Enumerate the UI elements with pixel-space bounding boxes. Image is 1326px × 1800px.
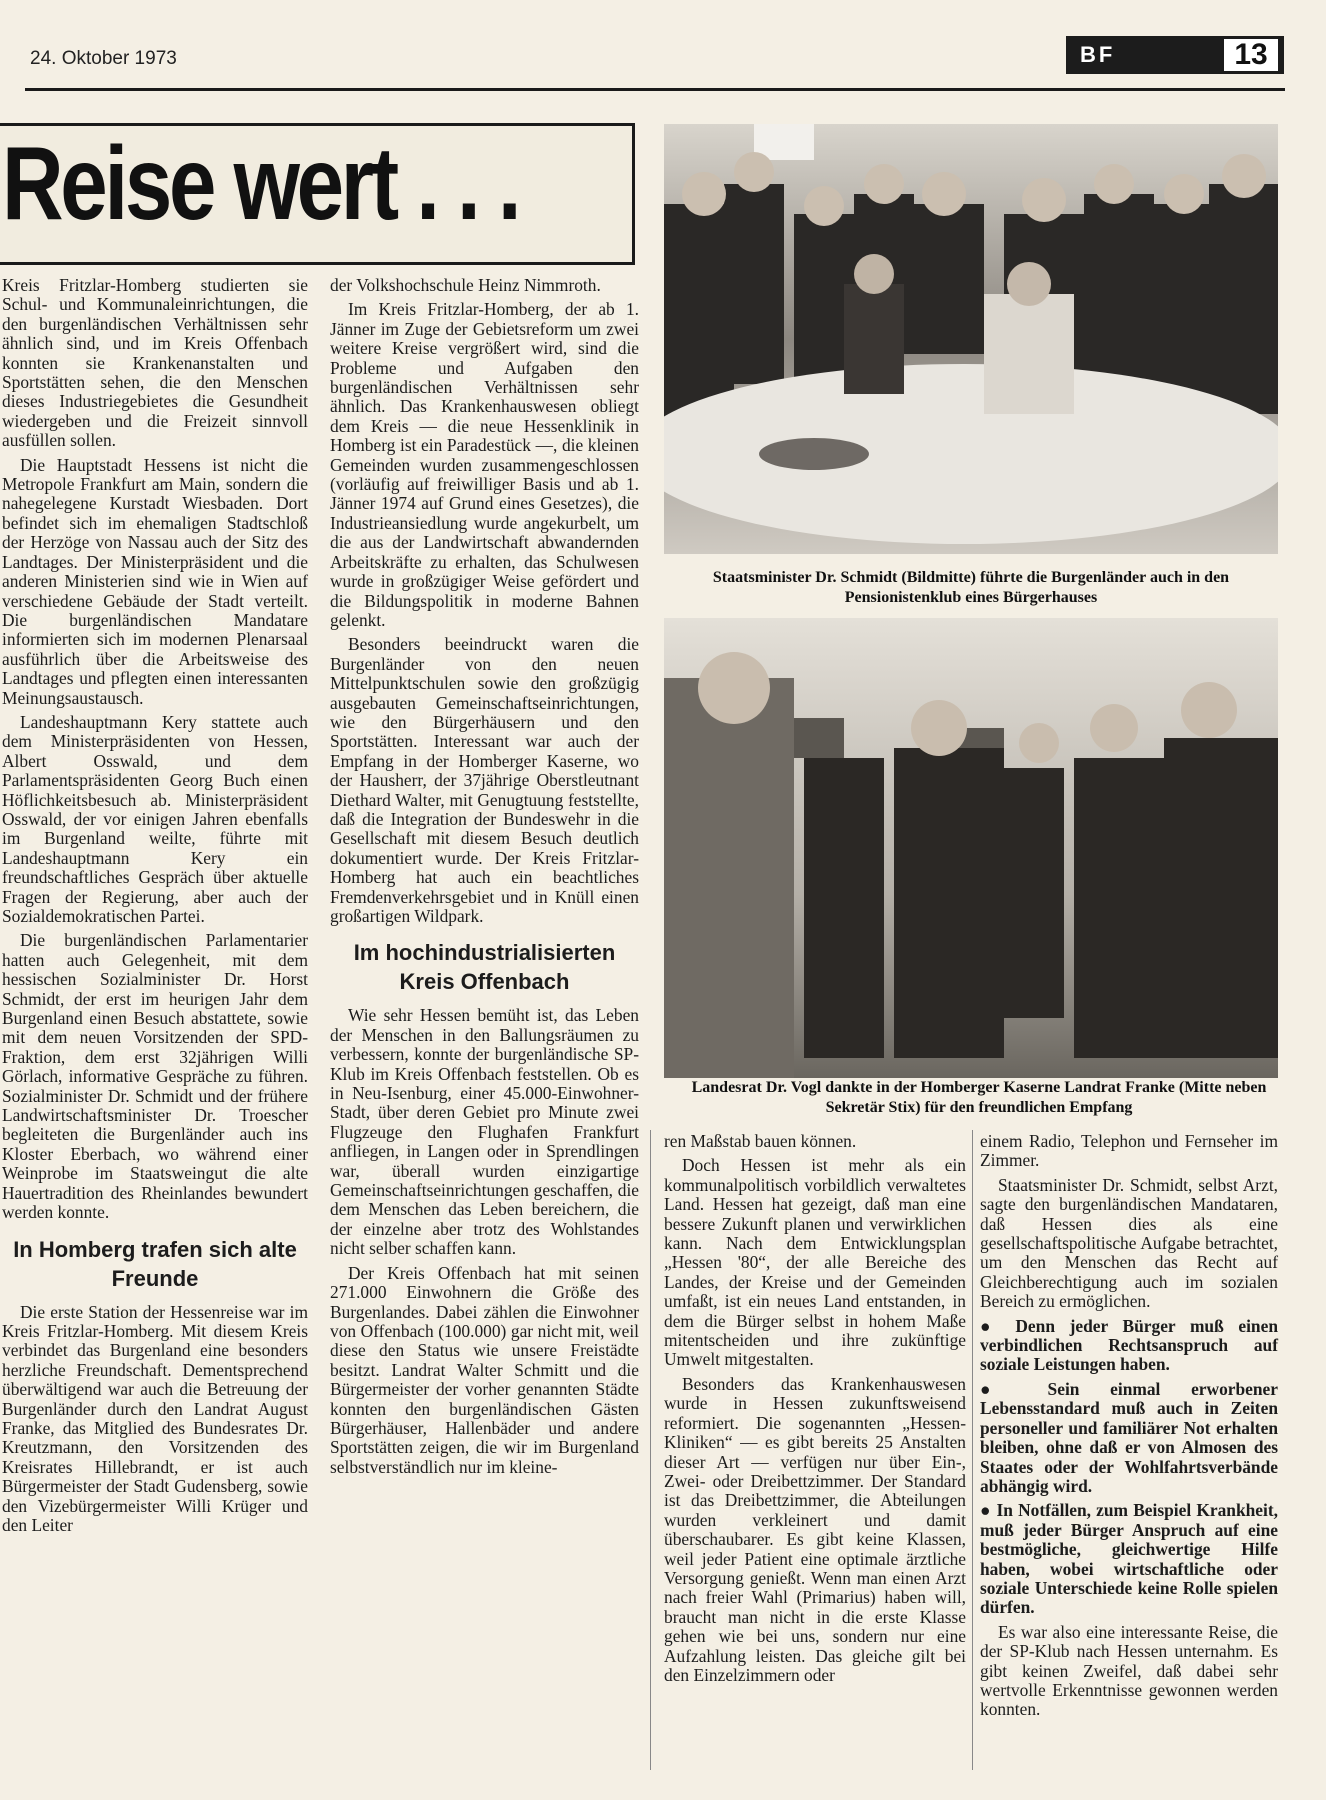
paragraph: Kreis Fritzlar-Homberg studierten sie Schul- und Kommunaleinrichtungen, die den burgenländischen Verhältnissen sehr ähnlich sind, und im Kreis Offenbach konnten sie Krankenanstalten und Sportstätten sehen, die den Menschen dieses Industriegebietes die Gesundheit wiedergeben und die Freizeit sinnvoll ausfüllen sollen.: [2, 275, 308, 451]
photo-pensionistenklub: [664, 124, 1278, 554]
paragraph: einem Radio, Telephon und Fernseher im Zimmer.: [980, 1131, 1278, 1171]
headline-box: [0, 123, 635, 265]
paragraph: Die burgenländischen Parlamentarier hatten auch Gelegenheit, mit dem hessischen Sozialminister Dr. Horst Schmidt, der erst im heurigen Jahr dem Burgenland einen Besuch abstattete, sowie mit dem neuen Vorsitzenden der SPD-Fraktion, dem erst 32jährigen Willi Görlach, informative Gespräche zu führen. Sozialminister Dr. Schmidt und der frühere Landwirtschaftsminister Dr. Troescher begleiteten die Burgenländer auch ins Kloster Eberbach, wo während einer Weinprobe im Staatsweingut die alte Hauertradition des Rheinlandes bewundert werden konnte.: [2, 930, 308, 1223]
column-divider: [972, 1130, 973, 1770]
column-divider: [650, 1130, 651, 1770]
paragraph: Die erste Station der Hessenreise war im Kreis Fritzlar-Homberg. Mit diesem Kreis verbindet das Burgenland eine besonders herzliche Freundschaft. Dementsprechend überwältigend war auch die Betreuung der Burgenländer durch den Landrat August Franke, das Mitglied des Bundesrates Dr. Kreutzmann, den Vorsitzenden des Kreisrates Hillebrandt, er ist auch Bürgermeister der Stadt Gudensberg, sowie den Vizebürgermeister Willi Krüger und den Leiter: [2, 1301, 308, 1535]
paragraph: Die Hauptstadt Hessens ist nicht die Metropole Frankfurt am Main, sondern die nahegelegene Kurstadt Wiesbaden. Dort befindet sich im ehemaligen Stadtschloß der Herzöge von Nassau auch der Sitz des Landtages. Der Ministerpräsident und die anderen Ministerien sind wie in Wien auf verschiedene Gebäude der Stadt verteilt. Die burgenländischen Mandatare informierten sich im modernen Plenarsaal ausführlich über die Arbeitsweise des Landtages und pflegten einen interessanten Meinungsaustausch.: [2, 454, 308, 708]
paragraph: Besonders beeindruckt waren die Burgenländer von den neuen Mittelpunktschulen sowie den großzügig ausgebauten Gemeinschaftseinrichtungen, wie den Bürgerhäusern und den Sportstätten. Interessant war auch der Empfang in der Homberger Kaserne, wo der Hausherr, der 37jährige Oberstleutnant Diethard Walter, mit Genugtuung feststellte, daß die Integration der Bundeswehr in die Gesellschaft mit diesem Besuch deutlich dokumentiert wurde. Der Kreis Fritzlar-Homberg hat auch ein beachtliches Fremdenverkehrsgebiet und in Knüll einen großartigen Wildpark.: [330, 634, 639, 926]
bullet-paragraph: ● Denn jeder Bürger muß einen verbindlichen Rechtsanspruch auf soziale Leistungen haben.: [980, 1315, 1278, 1375]
bullet-paragraph: ● In Notfällen, zum Beispiel Krankheit, muß jeder Bürger Anspruch auf eine bestmögliche, gleichwertige Hilfe haben, wobei wirtschaftliche oder soziale Unterschiede keine Rolle spielen dürfen.: [980, 1500, 1278, 1618]
article-column-3: [664, 1132, 966, 1690]
paragraph: Der Kreis Offenbach hat mit seinen 271.000 Einwohnern die Größe des Burgenlandes. Dabei zählen die Einwohner von Offenbach (100.000) gar nicht mit, weil diese den Status wie unsere Freistädte besitzt. Landrat Walter Schmitt und die Bürgermeister der vorher genannten Städte konnten den burgenländischen Gästen Bürgerhäuser, Hallenbäder und andere Sportstätten zeigen, die wir im Burgenland selbstverständlich nur im kleine-: [330, 1262, 639, 1477]
subheading-homberg: In Homberg trafen sich alte Freunde: [13, 1236, 297, 1291]
page-number: 13: [1221, 36, 1281, 74]
paragraph: ren Maßstab bauen können.: [664, 1131, 857, 1151]
bullet-paragraph: ● Sein einmal erworbener Lebensstandard muß auch in Zeiten personeller und familiärer Not erhalten bleiben, ohne daß er von Almosen des Staates oder der Wohlfahrtsverbände abhängig wird.: [980, 1378, 1278, 1496]
photo-caption-1: Staatsminister Dr. Schmidt (Bildmitte) führte die Burgenländer auch in den Pensionistenklub eines Bürgerhauses: [712, 569, 1230, 606]
paragraph: Es war also eine interessante Reise, die der SP-Klub nach Hessen unternahm. Es gibt keinen Zweifel, daß dabei sehr wertvolle Erkenntnisse gewonnen werden konnten.: [980, 1621, 1278, 1720]
paragraph: Landeshauptmann Kery stattete auch dem Ministerpräsidenten von Hessen, Albert Osswald, und dem Parlamentspräsidenten Georg Buch einen Höflichkeitsbesuch ab. Ministerpräsident Osswald, der vor einigen Jahren ebenfalls im Burgenland weilte, führte mit Landeshauptmann Kery ein freundschaftliches Gespräch über aktuelle Fragen der Regierung, aber auch der Sozialdemokratischen Partei.: [2, 711, 308, 926]
paragraph: Wie sehr Hessen bemüht ist, das Leben der Menschen in den Ballungsräumen zu verbessern, konnte der burgenländische SP-Klub im Kreis Offenbach feststellen. Ob es in Neu-Isenburg, einer 45.000-Einwohner-Stadt, über deren Gebiet pro Minute zwei Flugzeuge den Flughafen Frankfurt anfliegen, in Langen oder in Sprendlingen war, überall wurden einzigartige Gemeinschaftseinrichtungen geschaffen, die dem Menschen das Leben bereichern, die der einzelne aber trotz des Wohlstandes nicht selber schaffen kann.: [330, 1005, 639, 1259]
photo-image: [664, 618, 1278, 1078]
paragraph: der Volkshochschule Heinz Nimmroth.: [330, 275, 601, 295]
article-column-4: [980, 1132, 1278, 1725]
article-headline: Reise wert . . .: [2, 126, 519, 242]
subheading-offenbach: Im hochindustrialisierten Kreis Offenbach: [353, 940, 616, 995]
paragraph: Doch Hessen ist mehr als ein kommunalpolitisch vorbildlich verwaltetes Land. Hessen hat gezeigt, daß man eine bessere Zukunft planen und verwirklichen kann. Nach dem Entwicklungsplan „Hessen '80“, der alle Bereiche des Landes, der Kreise und der Gemeinden umfaßt, ist ein neues Land entstanden, in dem die Bürger selbst in hohem Maße mitentscheiden und ihre zukünftige Umwelt mitgestalten.: [664, 1155, 966, 1370]
header-rule: [25, 88, 1285, 91]
issue-date: 24. Oktober 1973: [30, 48, 177, 69]
photo-kaserne-empfang: [664, 618, 1278, 1078]
paragraph: Im Kreis Fritzlar-Homberg, der ab 1. Jänner im Zuge der Gebietsreform um zwei weitere Kreise vergrößert wird, sind die Probleme und Aufgaben den burgenländischen Verhältnissen sehr ähnlich. Das Krankenhauswesen obliegt dem Kreis — die neue Hessenklinik in Homberg ist ein Paradestück —, die kleinen Gemeinden wurden zusammengeschlossen (vorläufig auf freiwilliger Basis und ab 1. Jänner 1974 auf Grund eines Gesetzes), die Industrieansiedlung wurde angekurbelt, um die aus der Landwirtschaft abwandernden Arbeitskräfte zu erhalten, das Schulwesen wurde in großzügiger Weise gefördert und die Bildungspolitik in moderne Bahnen gelenkt.: [330, 299, 639, 630]
photo-image: [664, 124, 1278, 554]
publication-code: BF: [1080, 42, 1116, 67]
publication-badge: [1066, 36, 1284, 74]
article-column-1: [2, 276, 308, 1540]
paragraph: Besonders das Krankenhauswesen wurde in Hessen zukunftsweisend reformiert. Die sogenannten „Hessen-Kliniken“ — es gibt bereits 25 Anstalten dieser Art — verfügen nur über Ein-, Zwei- oder Dreibettzimmer. Der Standard ist das Dreibettzimmer, die Abteilungen wurden verkleinert und damit überschaubarer. Es gibt keine Klassen, weil jeder Patient eine optimale ärztliche Versorgung genießt. Wenn man einen Arzt nach freier Wahl (Primarius) haben will, braucht man nicht in die erste Klasse gehen wie bei uns, sondern nur eine Aufzahlung leisten. Das gleiche gilt bei den Einzelzimmern oder: [664, 1373, 966, 1685]
article-column-2: [330, 276, 639, 1482]
photo-caption-2: Landesrat Dr. Vogl dankte in der Homberger Kaserne Landrat Franke (Mitte neben Sekretär Stix) für den freundlichen Empfang: [691, 1079, 1267, 1116]
paragraph: Staatsminister Dr. Schmidt, selbst Arzt, sagte den burgenländischen Mandataren, daß Hessen dies als eine gesellschaftspolitische Aufgabe betrachtet, um den Menschen das Recht auf Gleichberechtigung auch im sozialen Bereich zu ermöglichen.: [980, 1174, 1278, 1312]
